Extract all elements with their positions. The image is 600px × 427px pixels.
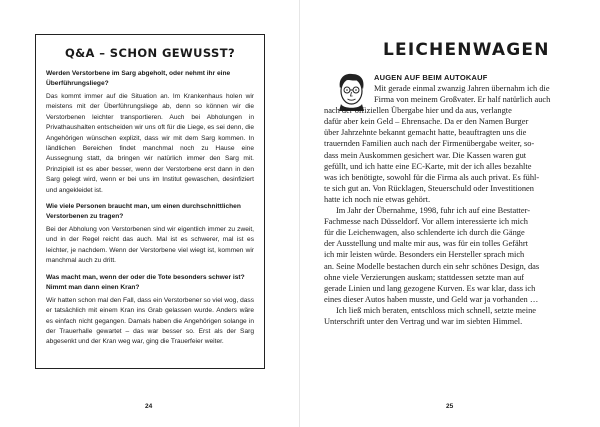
section-heading: AUGEN AUF BEIM AUTOKAUF — [374, 73, 488, 82]
qa-answer-2: Bei der Abholung von Verstorbenen sind wir eigentlich immer zu zweit, und in der Regel reicht das auch. Mal ist es schwerer, mal ist es leichter, je nachdem. Wenn der Verstorbene viel wiegt ist, kommen wir manchmal auch zu dritt. — [46, 226, 254, 265]
body-line: nach der offiziellen Übergabe hier und da aus, verlangte — [324, 106, 512, 116]
body-line: gerade Linien und lang gezogene Kurven. Es war klar, dass ich — [324, 283, 536, 293]
body-line: Mit gerade einmal zwanzig Jahren übernahm ich die — [374, 84, 550, 93]
body-line: dass mein Auskommen gesichert war. Die Kassen waren gut — [324, 150, 527, 160]
qa-question-3: Was macht man, wenn der oder die Tote besonders schwer ist? Nimmt man dann einen Kran? — [46, 273, 245, 291]
qa-box — [35, 34, 265, 369]
body-line: trauernden Familien auch nach der Firmenübergabe weiter, so- — [324, 139, 535, 149]
chapter-title: LEICHENWAGEN — [383, 40, 550, 60]
body-line: Im Jahr der Übernahme, 1998, fuhr ich auf eine Bestatter- — [336, 206, 531, 216]
qa-answer-1: Das kommt immer auf die Situation an. Im Krankenhaus holen wir meistens mit der Überführungsliege ab, denn so können wir die Verstorbenen leichter transportieren. Auch bei Abholungen in Privathaushalten entscheiden wir uns oft für die Liege, es sei denn, die Angehörigen wünschen explizit, dass wir mit dem Sarg kommen. In ländlichen Bereichen findet manchmal noch zu Hause eine Aussegnung statt, da bringen wir natürlich immer den Sarg mit. Prinzipiell ist es aber besser, wenn der Verstorbene erst dann in den Sarg gelegt wird, wenn er bei uns im Institut gewaschen, desinfiziert und angekleidet ist. — [46, 93, 254, 194]
chapter-body-text — [324, 83, 574, 327]
body-line: Ich ließ mich beraten, entschloss mich schnell, setzte meine — [336, 305, 537, 315]
body-line: an. Seine Modelle bestachen durch ein sehr schönes Design, das — [324, 261, 540, 271]
body-line: ich mir leisten würde. Besonders ein Hersteller sprach mich — [324, 250, 525, 260]
qa-question-2: Wie viele Personen braucht man, um einen durchschnittlichen Verstorbenen zu tragen? — [46, 203, 241, 221]
body-line: Firma von meinem Großvater. Er half natürlich auch — [374, 95, 551, 105]
body-line: hatte ich noch nie etwas gehört. — [324, 194, 431, 204]
body-line: eines dieser Autos haben musste, und Geld war ja vorhanden … — [324, 294, 539, 304]
body-line: gefüllt, und ich hatte eine EC-Karte, mit der ich alles bezahlte — [324, 161, 532, 171]
qa-box-title: Q&A – SCHON GEWUSST? — [64, 46, 236, 60]
body-line: was ich benötigte, sowohl für die Firma als auch privat. Es fühl- — [324, 172, 540, 182]
body-line: über Jahrzehnte bekannt gemacht hatte, beauftragten uns die — [324, 128, 527, 138]
qa-question-1: Werden Verstorbene im Sarg abgeholt, oder nehmt ihr eine Überführungsliege? — [46, 70, 231, 87]
page-gutter — [299, 0, 300, 427]
body-line: Unterschrift unter den Vertrag und war im siebten Himmel. — [324, 316, 523, 326]
page-number-left: 24 — [145, 403, 153, 410]
body-line: dafür aber kein Geld – Ehrensache. Da er den Namen Burger — [324, 117, 529, 127]
body-line: ohne viele Verzierungen auskam; stattdessen setzte man auf — [324, 272, 525, 282]
body-line: Fachmesse nach Düsseldorf. Vor allem interessierte ich mich — [324, 217, 528, 227]
body-line: der Ausstellung und malte mir aus, was für ein tolles Gefährt — [324, 239, 528, 249]
body-line: te sich gut an. Von Rücklagen, Steuerschuld oder Investitionen — [324, 183, 534, 193]
body-line: für die Leichenwagen, also schlenderte ich durch die Gänge — [324, 228, 525, 238]
page-number-right: 25 — [446, 403, 454, 410]
qa-answer-3: Wir hatten schon mal den Fall, dass ein Verstorbener so viel wog, dass er tatsächlich mit einem Kran ins Grab gelassen wurde. Anders wäre es einfach nicht gegangen. Damals haben die Angehörigen solange in der Trauerhalle gewartet – das war besser so. Erst als der Sarg abgesenkt und der Kran weg war, ging die Trauerfeier weiter. — [46, 296, 254, 346]
